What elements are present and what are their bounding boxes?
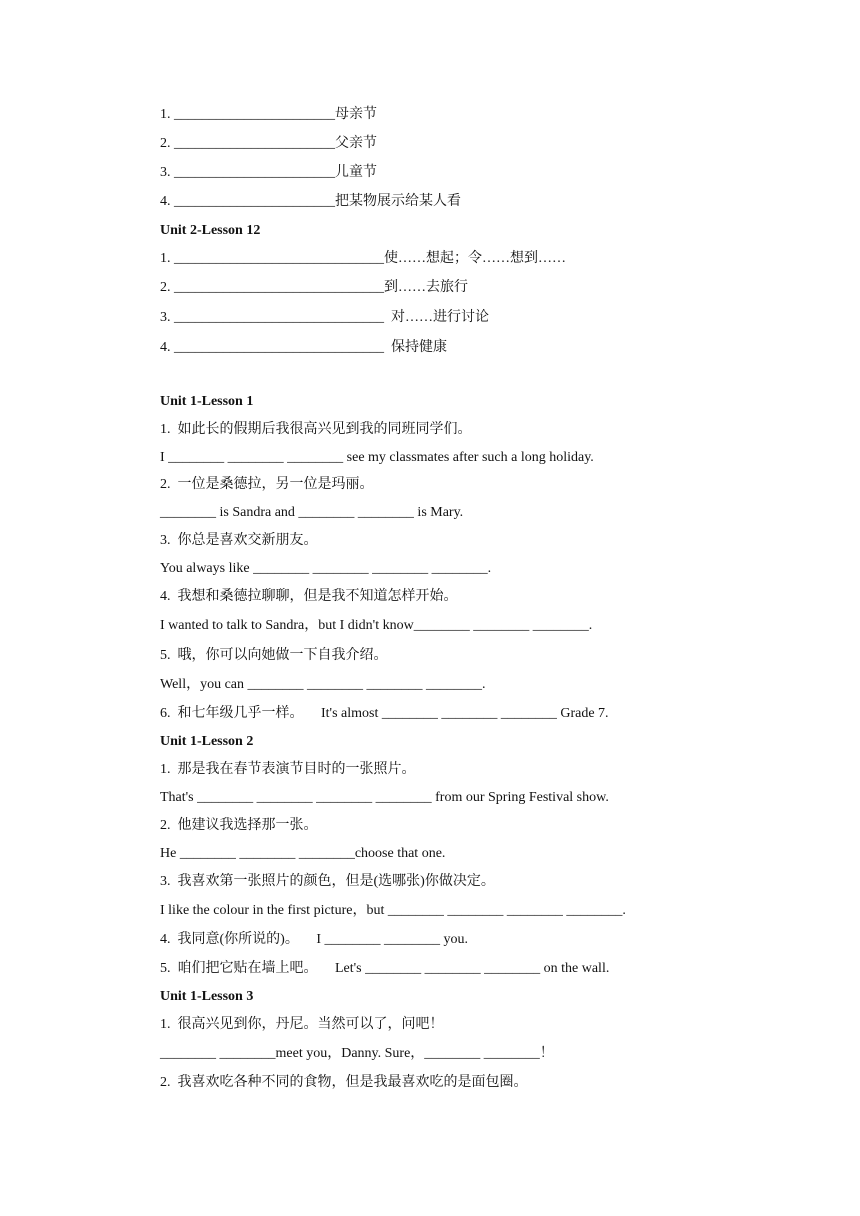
english-fill-blank: ________ ________meet you，Danny. Sure，________ ________！ [160,1046,554,1061]
chinese-prompt: 1. 很高兴见到你，丹尼。当然可以了，问吧！ [160,1017,444,1032]
english-fill-blank: Well，you can ________ ________ ________ ________. [160,677,486,692]
chinese-prompt: 3. 你总是喜欢交新朋友。 [160,533,318,548]
vocab-item-2: 2. _______________________父亲节 [160,136,377,151]
vocab-item-2: 2. ______________________________到……去旅行 [160,280,468,295]
vocab-item-3: 3. ______________________________ 对……进行讨论 [160,310,489,325]
english-fill-blank: I wanted to talk to Sandra，but I didn't know________ ________ ________. [160,618,593,633]
chinese-prompt: 2. 一位是桑德拉，另一位是玛丽。 [160,477,374,492]
mixed-prompt: 5. 咱们把它贴在墙上吧。 Let's ________ ________ ________ on the wall. [160,961,610,976]
english-fill-blank: He ________ ________ ________choose that one. [160,846,446,861]
section-heading-unit2-lesson12: Unit 2-Lesson 12 [160,223,261,238]
english-fill-blank: ________ is Sandra and ________ ________ is Mary. [160,505,464,520]
english-fill-blank: That's ________ ________ ________ ________ from our Spring Festival show. [160,790,609,805]
vocab-item-1: 1. ______________________________使……想起；令……想到…… [160,251,566,266]
section-heading-unit1-lesson1: Unit 1-Lesson 1 [160,394,254,409]
english-fill-blank: You always like ________ ________ ________ ________. [160,561,492,576]
section-heading-unit1-lesson2: Unit 1-Lesson 2 [160,734,254,749]
english-fill-blank: I like the colour in the first picture，but ________ ________ ________ ________. [160,903,626,918]
chinese-prompt: 2. 他建议我选择那一张。 [160,818,318,833]
chinese-prompt: 3. 我喜欢第一张照片的颜色，但是(选哪张)你做决定。 [160,874,495,889]
section-heading-unit1-lesson3: Unit 1-Lesson 3 [160,989,254,1004]
english-fill-blank: I ________ ________ ________ see my classmates after such a long holiday. [160,450,594,465]
chinese-prompt: 4. 我想和桑德拉聊聊，但是我不知道怎样开始。 [160,589,458,604]
mixed-prompt: 6. 和七年级几乎一样。 It's almost ________ ________ ________ Grade 7. [160,706,609,721]
chinese-prompt: 5. 哦，你可以向她做一下自我介绍。 [160,648,388,663]
vocab-item-3: 3. _______________________儿童节 [160,165,377,180]
vocab-item-1: 1. _______________________母亲节 [160,107,377,122]
vocab-item-4: 4. ______________________________ 保持健康 [160,340,447,355]
chinese-prompt: 1. 那是我在春节表演节目时的一张照片。 [160,762,416,777]
vocab-item-4: 4. _______________________把某物展示给某人看 [160,194,461,209]
chinese-prompt: 1. 如此长的假期后我很高兴见到我的同班同学们。 [160,422,472,437]
chinese-prompt: 2. 我喜欢吃各种不同的食物，但是我最喜欢吃的是面包圈。 [160,1075,528,1090]
mixed-prompt: 4. 我同意(你所说的)。 I ________ ________ you. [160,932,468,947]
